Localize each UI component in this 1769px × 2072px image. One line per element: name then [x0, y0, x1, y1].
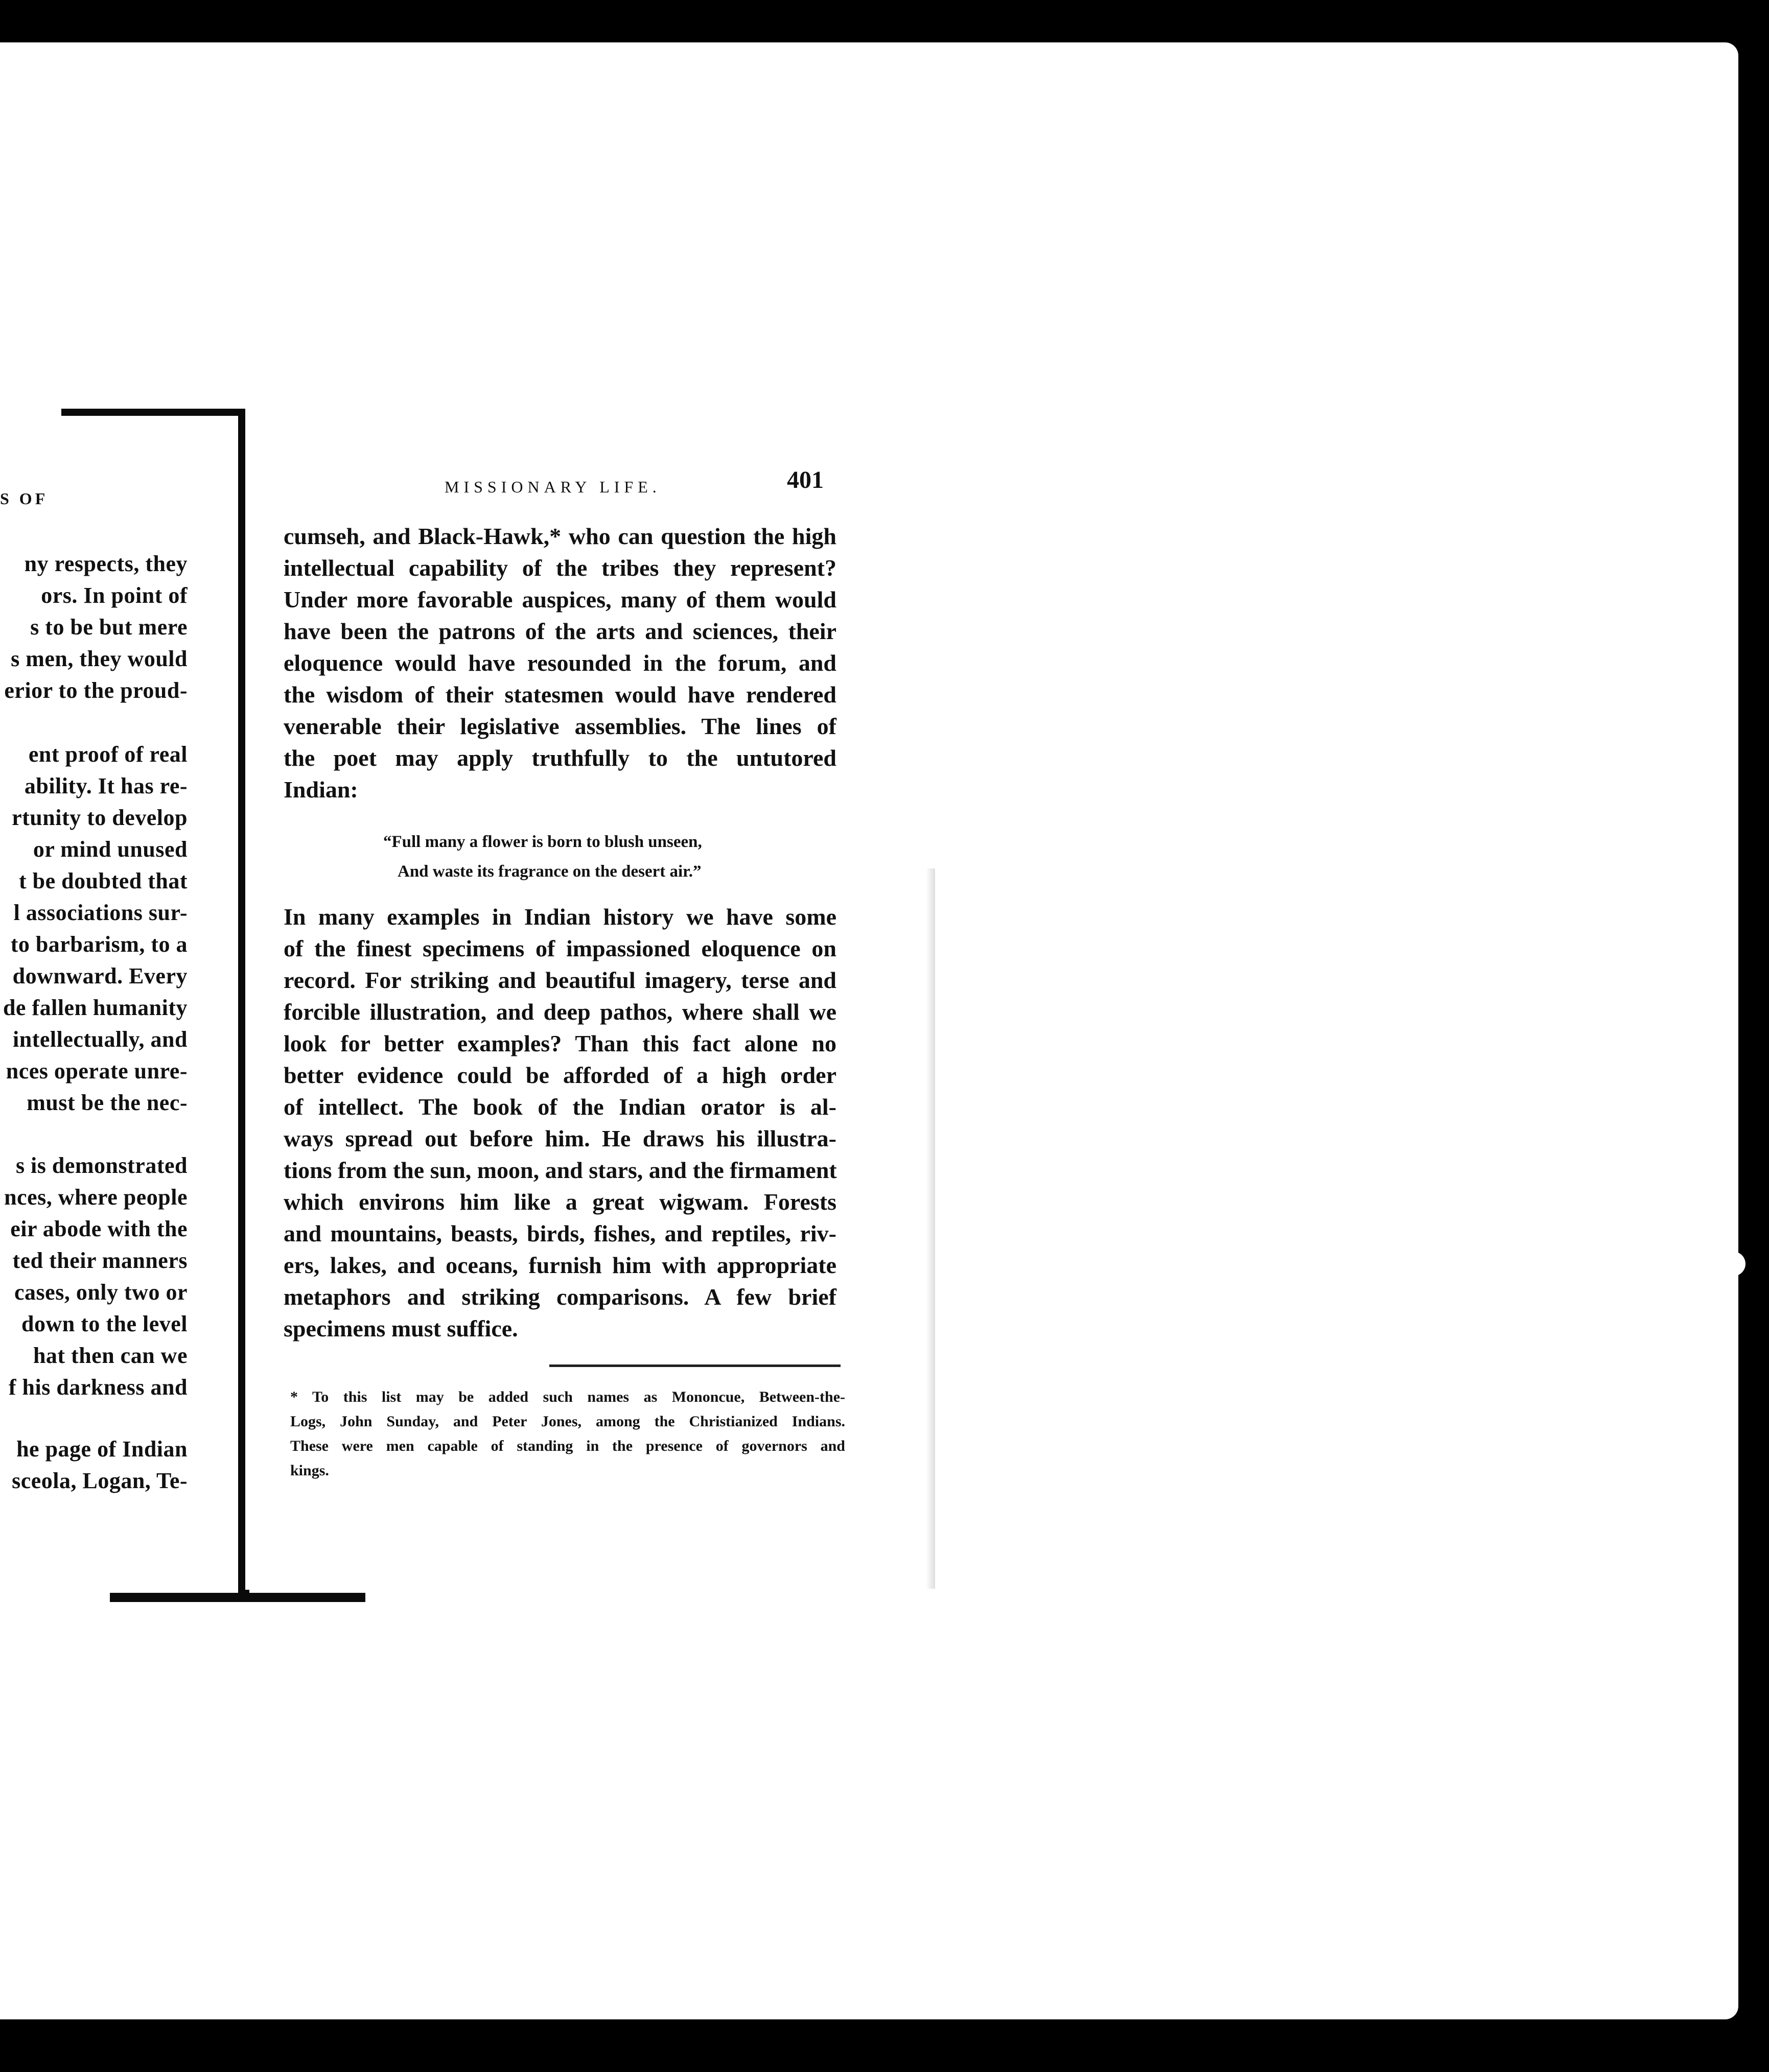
body-line: intellectual capability of the tribes they represent?: [284, 555, 836, 581]
body-line: the poet may apply truthfully to the untutored: [284, 745, 836, 771]
verse-line: “Full many a flower is born to blush unseen,: [383, 833, 702, 851]
footnote-line: Logs, John Sunday, and Peter Jones, among the Christianized Indians.: [290, 1413, 845, 1430]
left-text-line: erior to the proud-: [4, 678, 188, 703]
body-line: cumseh, and Black-Hawk,* who can question the high: [284, 523, 836, 549]
body-line: ers, lakes, and oceans, furnish him with appropriate: [284, 1252, 836, 1278]
body-line: of the finest specimens of impassioned eloquence on: [284, 935, 836, 961]
left-text-line: or mind unused: [33, 837, 188, 862]
body-line: eloquence would have resounded in the forum, and: [284, 650, 836, 676]
running-head: MISSIONARY LIFE.: [445, 478, 661, 496]
left-text-line: ors. In point of: [41, 583, 188, 608]
footnote-rule: [549, 1364, 841, 1367]
footnote-line: * To this list may be added such names as Mononcue, Between-the-: [290, 1388, 845, 1405]
body-line: have been the patrons of the arts and sciences, their: [284, 618, 836, 644]
left-text-line: must be the nec-: [27, 1090, 188, 1115]
body-line: specimens must suffice.: [284, 1315, 518, 1341]
page-shadow: [926, 868, 935, 1589]
left-text-line: intellectually, and: [13, 1027, 188, 1052]
left-text-line: t be doubted that: [19, 868, 188, 893]
footnote-line: These were men capable of standing in the presence of governors and: [290, 1438, 845, 1454]
left-text-line: s is demonstrated: [15, 1153, 188, 1178]
left-text-line: f his darkness and: [8, 1375, 188, 1400]
body-line: and mountains, beasts, birds, fishes, and reptiles, riv-: [284, 1220, 836, 1246]
left-text-line: s to be but mere: [30, 615, 188, 640]
left-text-line: de fallen humanity: [3, 995, 188, 1020]
left-text-line: l associations sur-: [13, 900, 188, 925]
body-line: metaphors and striking comparisons. A few brief: [284, 1284, 836, 1310]
body-line: of intellect. The book of the Indian orator is al-: [284, 1094, 836, 1120]
body-line: Under more favorable auspices, many of them would: [284, 586, 836, 613]
left-text-line: nces, where people: [4, 1185, 188, 1210]
left-text-line: sceola, Logan, Te-: [12, 1468, 188, 1493]
left-text-line: ability. It has re-: [24, 773, 188, 798]
body-line: forcible illustration, and deep pathos, where shall we: [284, 999, 836, 1025]
body-line: Indian:: [284, 776, 358, 803]
left-text-line: nces operate unre-: [6, 1058, 188, 1084]
left-text-line: downward. Every: [12, 963, 188, 988]
verse-line: And waste its fragrance on the desert air.”: [398, 862, 702, 881]
left-text-line: cases, only two or: [14, 1280, 188, 1305]
body-line: which environs him like a great wigwam. Forests: [284, 1189, 836, 1215]
left-text-line: down to the level: [21, 1311, 188, 1336]
left-running-head: S OF: [0, 489, 49, 508]
body-line: better evidence could be afforded of a high order: [284, 1062, 836, 1088]
left-text-line: rtunity to develop: [12, 805, 188, 830]
left-page-fragment: [0, 413, 197, 1600]
page-number: 401: [787, 466, 824, 493]
body-line: the wisdom of their statesmen would have rendered: [284, 681, 836, 708]
left-text-line: ny respects, they: [24, 551, 188, 576]
left-text-line: hat then can we: [33, 1343, 188, 1368]
body-line: look for better examples? Than this fact alone no: [284, 1030, 836, 1056]
left-text-line: he page of Indian: [16, 1437, 188, 1462]
body-line: tions from the sun, moon, and stars, and the firmament: [284, 1157, 837, 1183]
binding-bar-bottom: [110, 1593, 365, 1602]
sheet-edge-notch: [1733, 1252, 1745, 1276]
body-line: record. For striking and beautiful imagery, terse and: [284, 967, 836, 993]
left-text-line: to barbarism, to a: [10, 932, 188, 957]
footnote-line: kings.: [290, 1462, 329, 1479]
left-text-line: ent proof of real: [28, 742, 188, 767]
left-text-line: s men, they would: [11, 646, 188, 671]
left-text-line: eir abode with the: [10, 1216, 188, 1241]
body-line: In many examples in Indian history we have some: [284, 904, 836, 930]
left-text-line: ted their manners: [12, 1248, 188, 1273]
body-line: ways spread out before him. He draws his illustra-: [284, 1125, 836, 1151]
body-line: venerable their legislative assemblies. The lines of: [284, 713, 836, 739]
